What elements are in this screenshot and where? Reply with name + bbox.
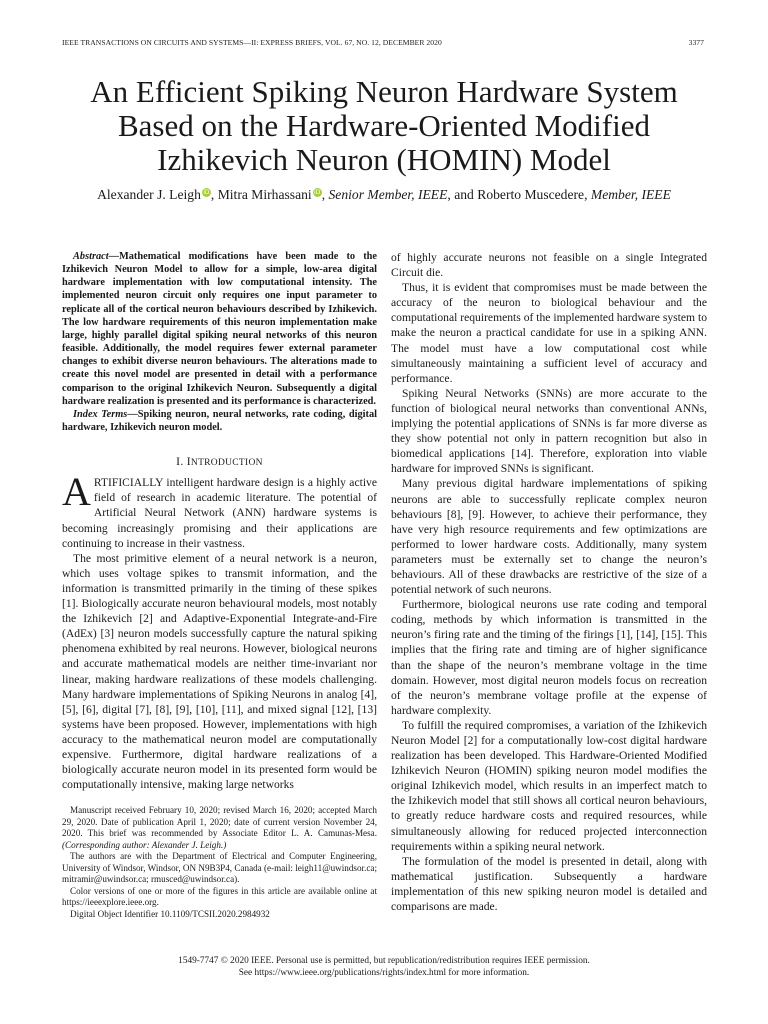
orcid-icon[interactable]: iD xyxy=(314,189,321,196)
body-paragraph: The formulation of the model is presented in detail, along with mathematical justification. Subsequently a hardware implementation of this new spiking neuron model is detailed and comparisons are made. xyxy=(391,854,707,914)
author-separator: , xyxy=(210,187,218,202)
drop-cap-rest: RTIFICIALLY xyxy=(93,476,164,490)
section-numeral: I. xyxy=(176,455,184,469)
page-number: 3377 xyxy=(688,38,704,47)
author-separator: , xyxy=(321,187,329,202)
index-terms-label: Index Terms xyxy=(73,408,128,420)
author-name: Mitra Mirhassani xyxy=(217,187,312,202)
index-terms xyxy=(62,408,377,434)
journal-name: IEEE TRANSACTIONS ON CIRCUITS AND SYSTEMS—II: EXPRESS BRIEFS, VOL. 67, NO. 12, DECEMBER 2020 xyxy=(62,38,442,47)
author-name: Roberto Muscedere xyxy=(477,187,585,202)
title-line: Based on the Hardware-Oriented Modified xyxy=(118,108,650,143)
body-paragraph: Many previous digital hardware implementations of spiking neurons are able to successfully replicate complex neuron behaviours [8], [9]. However, to achieve their performance, they have very high resource requirements and few optimizations are performed to lower hardware costs. Additionally, many system parameters must be externally set to change the neuron’s behaviours. All of these drawbacks are restrictive of the size of a potential network of such neurons. xyxy=(391,477,707,597)
author-membership: Member, IEEE xyxy=(590,187,671,202)
intro-paragraph: The most primitive element of a neural network is a neuron, which uses voltage spikes to transmit information, and the information is transmitted primarily in the timing of these spikes [1]. Biologically accurate neuron behavioural models, most notably the Izhikevich [2] and Adaptive-Exponential Integrate-and-Fire (AdEx) [3] neuron models successfully capture the natural spiking phenomena exhibited by real neurons. However, biological neurons and accurate mathematical models are neither time-invariant nor linear, making hardware realizations of these models challenging. Many hardware implementations of Spiking Neurons in analog [4], [5], [6], digital [7], [8], [9], [10], [11], and mixed signal [12], [13] systems have been proposed. However, implementations with high accuracy to the mathematical neuron model are computationally expensive. Furthermore, digital hardware realizations of a biologically accurate neuron model in its presented form would be computationally intensive, making large networks xyxy=(62,551,377,792)
body-paragraph: To fulfill the required compromises, a variation of the Izhikevich Neuron Model [2] for a computationally low-cost digital hardware realization has been developed. This Hardware-Oriented Modified Izhikevich Neuron (HOMIN) spiking neuron model modifies the original Izhikevich model, which results in an imperfect match to the Izhikevich model that still shows all cortical neuron behaviours, to greatly reduce hardware costs and required resources, while simultaneously allowing for reduced projected interconnection requirements within a spiking neural network. xyxy=(391,718,707,853)
intro-paragraph xyxy=(62,469,377,550)
author-list xyxy=(40,186,728,203)
author-separator: , and xyxy=(447,187,478,202)
corresponding-author: (Corresponding author: Alexander J. Leigh.) xyxy=(62,839,227,850)
intro-paragraph-text: intelligent hardware design is a highly active field of research in academic literature. The potential of Artificial Neural Network (ANN) hardware systems is becoming increasingly promising and their applications are continuing to increase in their vastness. xyxy=(62,476,377,550)
body-paragraph: of highly accurate neurons not feasible on a single Integrated Circuit die. xyxy=(391,251,707,280)
running-header xyxy=(62,38,704,50)
section-heading-introduction xyxy=(62,454,377,471)
body-paragraph: Spiking Neural Networks (SNNs) are more accurate to the function of biological neural networks than conventional ANNs, implying the potential applications of SNNs is far more diverse as they show potential not only in pattern recognition but also in biomedical applications [14]. Therefore, exploration into viable hardware for improved SNNs is significant. xyxy=(391,386,707,476)
orcid-icon[interactable]: iD xyxy=(203,189,210,196)
copyright-line: 1549-7747 © 2020 IEEE. Personal use is permitted, but republication/redistribution requires IEEE permission. xyxy=(178,956,590,966)
abstract-label: Abstract xyxy=(73,251,109,262)
section-heading-rest: NTRODUCTION xyxy=(190,458,263,469)
footnote-manuscript xyxy=(62,805,377,851)
author-name: Alexander J. Leigh xyxy=(97,187,201,202)
body-paragraph: Furthermore, biological neurons use rate coding and temporal coding, methods by which information is transmitted in the neuron’s firing rate and the timing of the firings [1], [14], [15]. This implies that the firing rate and timing are of higher significance than the shape of the neuron’s membrane voltage in the time domain. However, most digital neuron models focus on recreation of the neuron’s membrane voltage profile at the expense of hardware complexity. xyxy=(391,598,707,717)
abstract xyxy=(62,250,377,408)
index-terms-text: —Spiking neuron, neural networks, rate coding, digital hardware, Izhikevich neuron model. xyxy=(62,408,378,434)
footnote-color-versions: Color versions of one or more of the figures in this article are available online at https://ieeexplore.ieee.org. xyxy=(62,885,377,907)
left-column xyxy=(62,250,377,792)
right-column xyxy=(391,250,707,914)
footnote-doi: Digital Object Identifier 10.1109/TCSII.2020.2984932 xyxy=(70,908,270,919)
author-separator: , xyxy=(584,187,591,202)
footnote-text: Manuscript received February 10, 2020; revised March 16, 2020; accepted March 29, 2020. Date of publication April 1, 2020; date of current version November 24, 2020. This brief was recommended by Associate Editor L. A. Camunas-Mesa. xyxy=(62,805,377,838)
body-paragraph: Thus, it is evident that compromises must be made between the accuracy of the neuron to biological behaviour and the computational requirements of the implemented hardware system to make the neuron a practical candidate for use in a spiking ANN. The model must have a low computational cost while simultaneously maintaining a sufficient level of accuracy and performance. xyxy=(391,281,707,385)
author-membership: Senior Member, IEEE xyxy=(328,187,448,202)
footnotes xyxy=(62,805,377,920)
paper-title xyxy=(50,75,718,177)
abstract-text: —Mathematical modifications have been made to the Izhikevich Neuron Model to allow for a simple, low-area digital hardware implementation with low computational intensity. The implemented neuron circuit only requires one input parameter to replicate all of the cortical neuron behaviours described by Izhikevich. The low hardware requirements of this neuron implementation make large, highly parallel digital spiking neural networks of this neuron feasible. Additionally, the model requires fewer external parameter changes to exhibit diverse neuron behaviours. The alterations made to create this novel model are presented in detail with a performance comparison to the original Izhikevich Neuron. Subsequently a digital hardware realization is presented and its performance is characterized. xyxy=(62,251,377,407)
title-line: Izhikevich Neuron (HOMIN) Model xyxy=(157,142,611,177)
copyright-footer xyxy=(60,955,708,979)
rights-link-line: See https://www.ieee.org/publications/rights/index.html for more information. xyxy=(238,968,530,978)
drop-cap: A xyxy=(62,469,91,515)
footnote-affiliation: The authors are with the Department of Electrical and Computer Engineering, University of Windsor, Windsor, ON N9B3P4, Canada (e-mail: leigh11@uwindsor.ca; mitramir@uwindsor.ca; rmusced@uwindsor.ca). xyxy=(62,851,377,884)
section-heading-initial: I xyxy=(186,455,191,469)
title-line: An Efficient Spiking Neuron Hardware System xyxy=(90,74,678,109)
